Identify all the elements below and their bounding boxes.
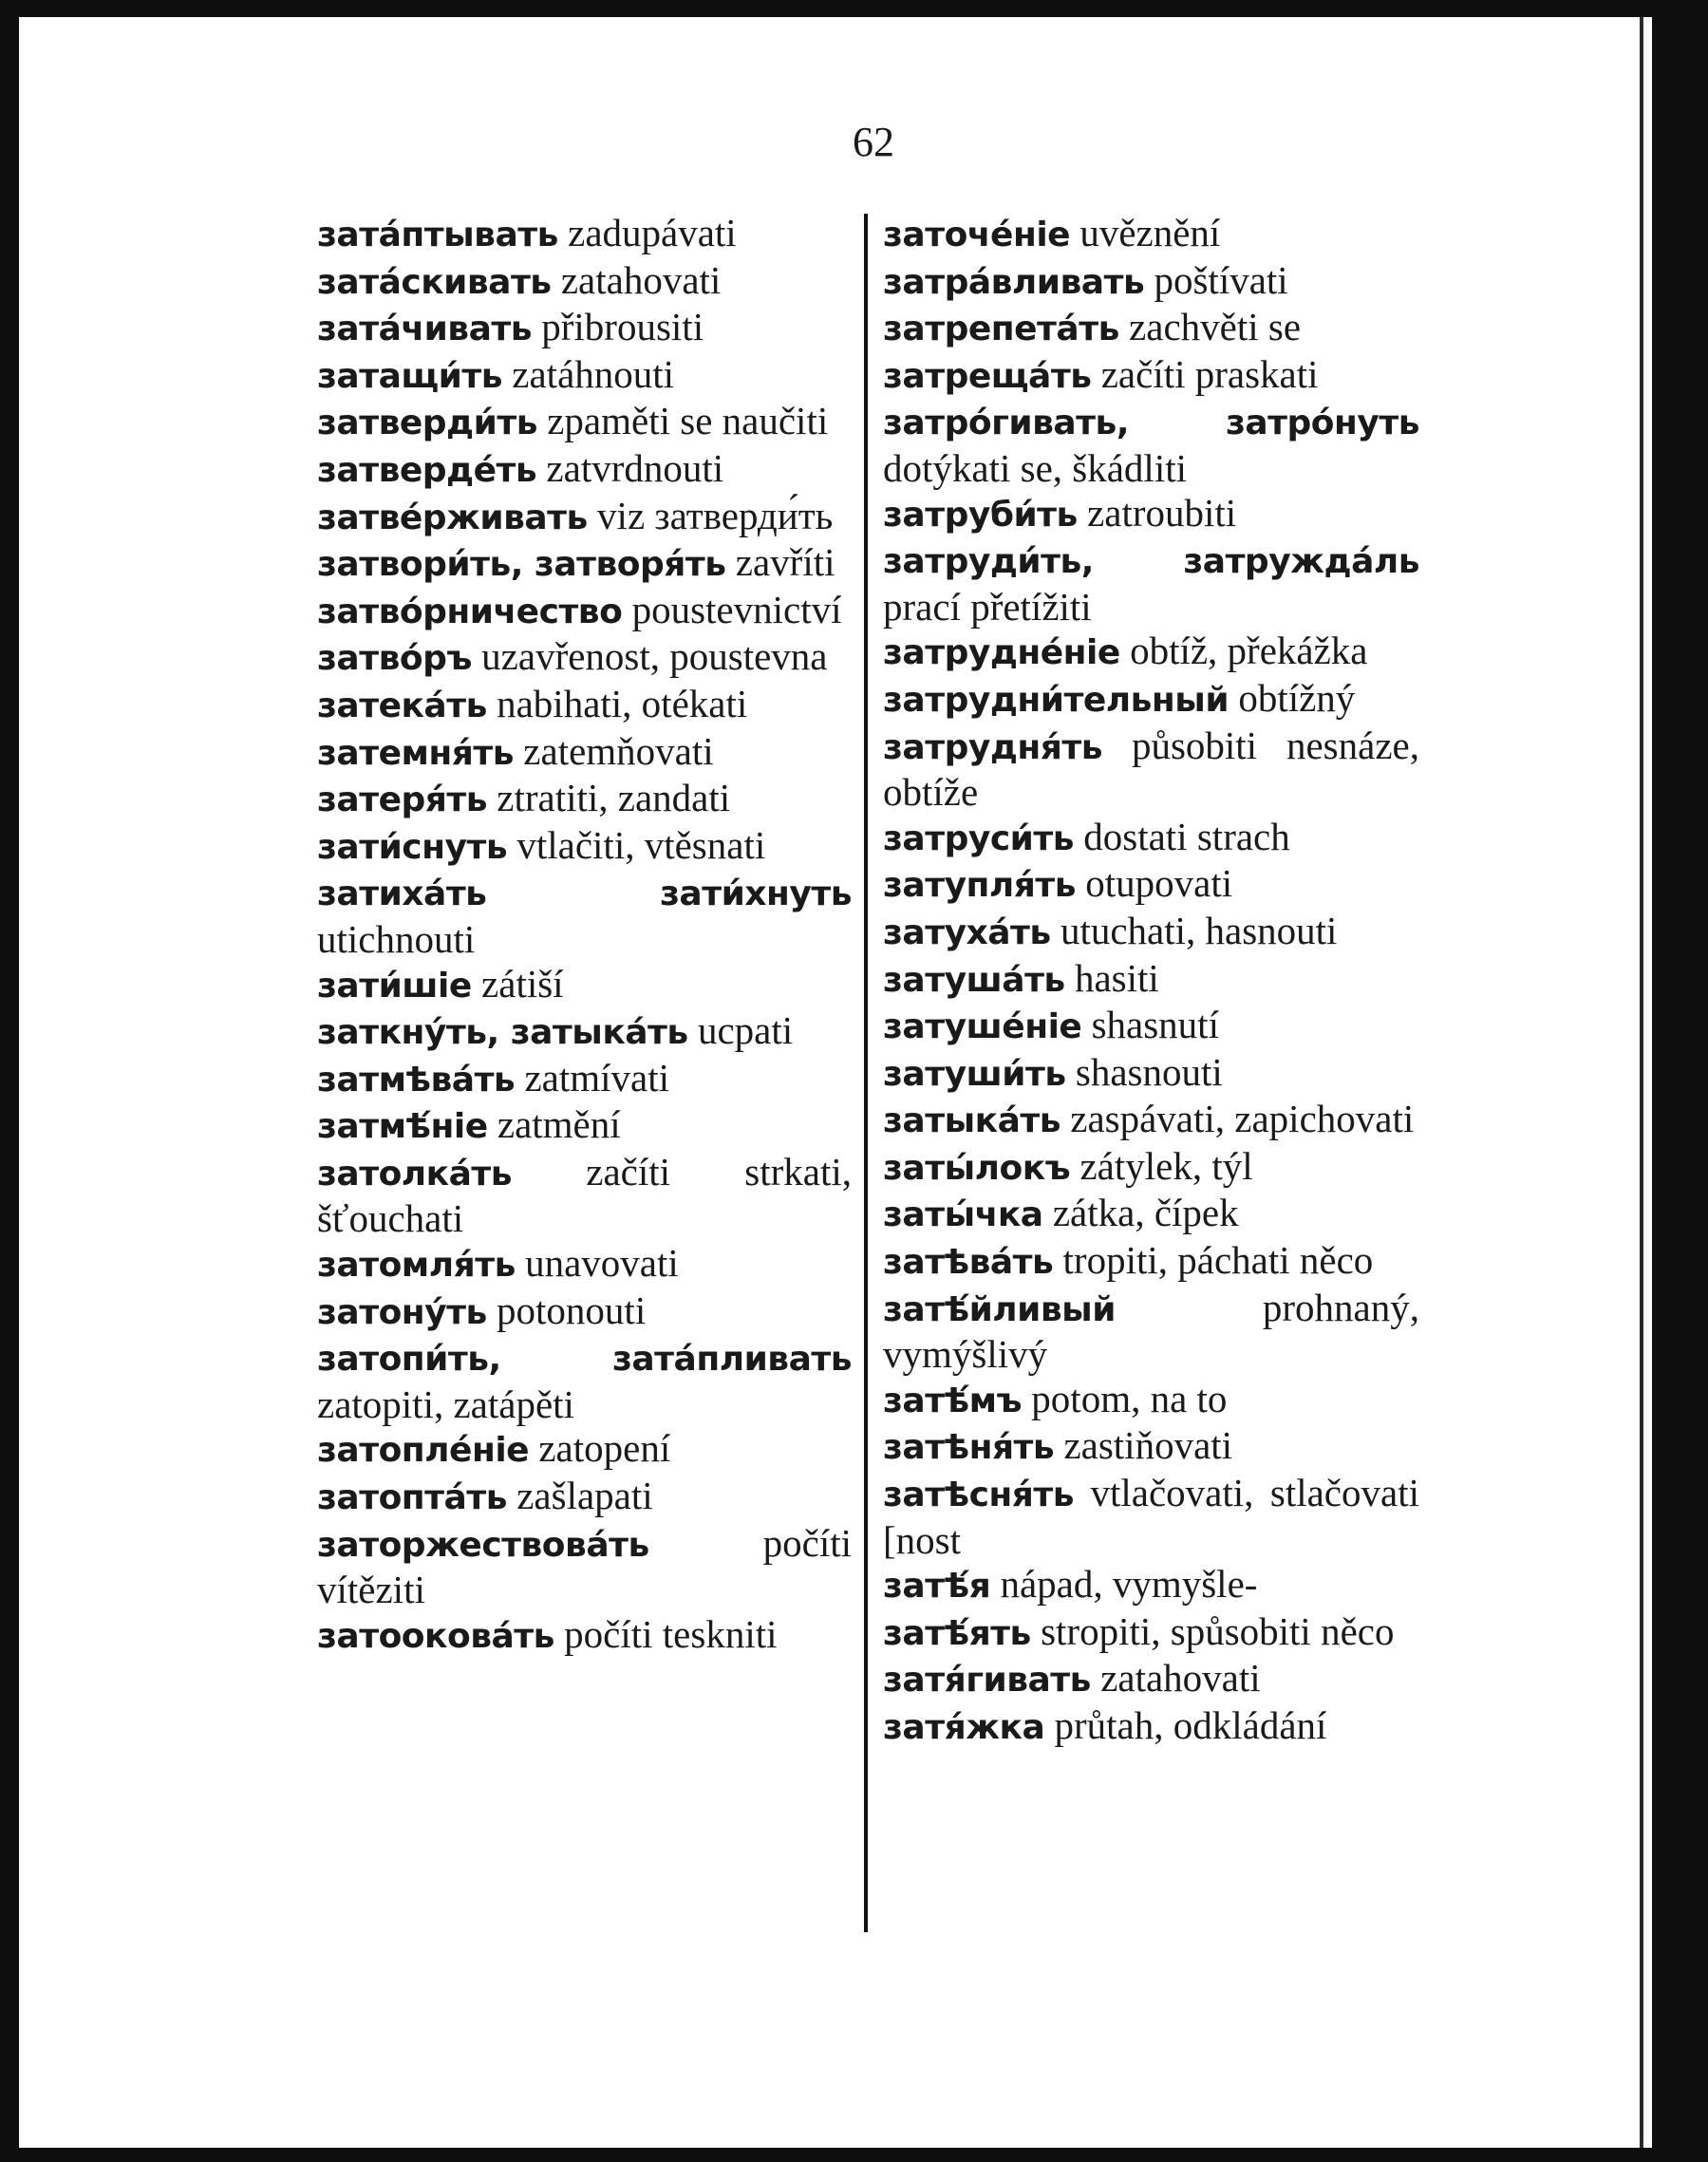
- entry-headword: затя́гивать: [883, 1661, 1091, 1701]
- entry-gloss: počíti vítěziti: [317, 1520, 852, 1612]
- entry-gloss: hasiti: [1074, 955, 1159, 1000]
- dictionary-entry: [883, 724, 1419, 815]
- entry-gloss: zatopení: [538, 1426, 671, 1471]
- entry-headword: затреща́ть: [883, 356, 1092, 396]
- entry-gloss: poštívati: [1154, 257, 1288, 302]
- entry-gloss: utuchati, hasnouti: [1060, 908, 1338, 952]
- entry-headword: затво́рничество: [317, 592, 623, 631]
- entry-gloss: otupovati: [1085, 861, 1233, 906]
- dictionary-entry: [883, 1377, 1419, 1424]
- entry-headword: затѣня́ть: [883, 1428, 1055, 1468]
- dictionary-entry: [317, 540, 852, 588]
- entry-headword: затверде́ть: [317, 450, 537, 490]
- entry-headword: затруби́ть: [883, 495, 1078, 535]
- dictionary-entry: [883, 1191, 1419, 1238]
- entry-headword: затмѣ́ніе: [317, 1107, 488, 1147]
- entry-gloss: přibrousiti: [541, 305, 704, 349]
- page-number: 62: [853, 119, 894, 165]
- dictionary-entry: [317, 1008, 852, 1056]
- entry-headword: затрепета́ть: [883, 310, 1119, 349]
- entry-headword: затомля́ть: [317, 1246, 516, 1286]
- dictionary-entry: [317, 823, 852, 871]
- scan-border-left: [0, 0, 19, 2162]
- entry-gloss: zastiňovati: [1063, 1423, 1233, 1468]
- entry-gloss: zatahovati: [560, 257, 722, 302]
- entry-headword: затра́вливать: [883, 262, 1145, 302]
- entry-headword: затуха́ть: [883, 912, 1051, 952]
- entry-gloss: působiti nesnáze, obtíže: [883, 723, 1419, 815]
- entry-gloss: obtíž, překážka: [1130, 629, 1368, 673]
- dictionary-entry: [883, 1238, 1419, 1286]
- entry-gloss: zadupávati: [568, 211, 737, 254]
- entry-gloss: utichnouti: [317, 916, 476, 961]
- dictionary-entry: [317, 682, 852, 729]
- dictionary-entry: [883, 861, 1419, 909]
- entry-headword: затуши́ть: [883, 1054, 1066, 1094]
- dictionary-entry: [883, 399, 1419, 490]
- entry-headword: затя́жка: [883, 1708, 1045, 1747]
- dictionary-entry: [317, 399, 852, 446]
- dictionary-entry: [317, 258, 852, 306]
- dictionary-entry: [883, 1471, 1419, 1562]
- dictionary-entry: [317, 1521, 852, 1612]
- dictionary-entry: [883, 1097, 1419, 1144]
- entry-gloss: potom, na to: [1031, 1376, 1228, 1420]
- entry-headword: затиха́ть зати́хнуть: [317, 874, 852, 914]
- entry-gloss: uvěznění: [1079, 211, 1221, 254]
- entry-gloss: zatmívati: [524, 1055, 670, 1100]
- dictionary-entry: [317, 729, 852, 777]
- column-divider: [864, 214, 868, 1932]
- scan-border-right: [1652, 0, 1708, 2162]
- entry-gloss: zatvrdnouti: [546, 445, 724, 490]
- entry-gloss: zátka, čípek: [1052, 1191, 1239, 1235]
- entry-headword: затуше́ніе: [883, 1007, 1082, 1047]
- entry-headword: затѣсня́ть: [883, 1476, 1075, 1515]
- entry-headword: затѣ́ять: [883, 1613, 1031, 1653]
- entry-headword: затеря́ть: [317, 780, 488, 820]
- entry-gloss: nabihati, otékati: [497, 681, 748, 725]
- entry-gloss: dostati strach: [1083, 814, 1290, 858]
- dictionary-entry: [317, 962, 852, 1009]
- entry-headword: затопи́ть, зата́пливать: [317, 1340, 852, 1380]
- dictionary-entry: [883, 676, 1419, 724]
- entry-gloss: prací přetížiti: [883, 584, 1092, 629]
- entry-gloss: zatmění: [497, 1102, 621, 1147]
- entry-headword: затону́ть: [317, 1292, 487, 1332]
- entry-gloss: viz затверди́ть: [597, 493, 834, 537]
- dictionary-entry: [317, 588, 852, 635]
- entry-headword: затемня́ть: [317, 733, 515, 773]
- entry-gloss: obtížný: [1238, 675, 1356, 720]
- entry-headword: зати́снуть: [317, 827, 508, 867]
- left-column: [317, 211, 852, 1659]
- entry-headword: затрудня́ть: [883, 727, 1103, 767]
- entry-gloss: zátiší: [481, 961, 564, 1006]
- entry-headword: затопле́ніе: [317, 1431, 530, 1471]
- scan-border-top: [0, 0, 1708, 17]
- dictionary-entry: [883, 815, 1419, 862]
- entry-gloss: zašlapati: [516, 1474, 653, 1518]
- entry-headword: заторжествова́ть: [317, 1525, 649, 1565]
- dictionary-entry: [317, 1241, 852, 1288]
- entry-headword: затруди́ть, затружда́ль: [883, 542, 1419, 582]
- dictionary-entry: [883, 1703, 1419, 1751]
- dictionary-entry: [317, 1288, 852, 1336]
- entry-gloss: ztratiti, zandati: [497, 776, 731, 820]
- entry-gloss: zatemňovati: [523, 728, 714, 773]
- entry-gloss: zatáhnouti: [512, 351, 675, 396]
- entry-gloss: začíti praskati: [1100, 351, 1319, 396]
- entry-headword: затруси́ть: [883, 818, 1075, 858]
- entry-gloss: zatopiti, zatápěti: [317, 1382, 574, 1426]
- entry-headword: затро́гивать, затро́нуть: [883, 404, 1419, 443]
- entry-gloss: tropiti, páchati něco: [1062, 1238, 1374, 1283]
- entry-gloss: zátylek, týl: [1079, 1143, 1253, 1188]
- entry-gloss: shasnouti: [1075, 1049, 1223, 1094]
- dictionary-entry: [883, 1050, 1419, 1098]
- entry-headword: заты́чка: [883, 1195, 1043, 1235]
- entry-gloss: dotýkati se, škádliti: [883, 445, 1187, 490]
- entry-headword: затоокова́ть: [317, 1616, 554, 1656]
- entry-headword: заткну́ть, затыка́ть: [317, 1013, 688, 1053]
- entry-gloss: zaspávati, zapichovati: [1070, 1097, 1415, 1141]
- dictionary-entry: [317, 1056, 852, 1103]
- entry-headword: затека́ть: [317, 686, 487, 725]
- dictionary-entry: [883, 258, 1419, 306]
- entry-headword: заточе́ніе: [883, 216, 1071, 254]
- entry-headword: затупля́ть: [883, 866, 1077, 906]
- entry-gloss: poustevnictví: [631, 587, 842, 631]
- dictionary-entry: [883, 956, 1419, 1004]
- dictionary-entry: [317, 1426, 852, 1474]
- entry-headword: затвори́ть, затворя́ть: [317, 545, 726, 585]
- entry-gloss: stropiti, spůsobiti něco: [1041, 1608, 1395, 1653]
- entry-headword: затверди́ть: [317, 404, 537, 443]
- entry-gloss: prohnaný, vymýšlivý: [883, 1285, 1419, 1377]
- dictionary-entry: [883, 909, 1419, 956]
- entry-gloss: zatroubiti: [1087, 490, 1237, 535]
- dictionary-entry: [883, 305, 1419, 352]
- entry-headword: затве́рживать: [317, 498, 588, 537]
- entry-headword: зати́шіе: [317, 966, 472, 1006]
- entry-gloss: potonouti: [497, 1288, 647, 1332]
- dictionary-entry: [883, 1286, 1419, 1377]
- scan-border-bottom: [0, 2148, 1708, 2162]
- page-edge-line: [1640, 17, 1643, 2148]
- entry-headword: зата́чивать: [317, 310, 533, 349]
- dictionary-entry: [883, 1423, 1419, 1471]
- dictionary-entry: [317, 870, 852, 961]
- dictionary-entry: [883, 537, 1419, 629]
- dictionary-entry: [317, 634, 852, 682]
- dictionary-entry: [883, 629, 1419, 676]
- entry-gloss: počíti teskniti: [564, 1611, 778, 1656]
- dictionary-entry: [883, 1144, 1419, 1192]
- entry-gloss: zatahovati: [1100, 1656, 1261, 1701]
- entry-headword: затыка́ть: [883, 1101, 1060, 1141]
- entry-headword: затѣ́я: [883, 1567, 991, 1607]
- dictionary-entry: [317, 211, 852, 258]
- entry-gloss: nápad, vymyšle-: [1000, 1562, 1258, 1607]
- entry-gloss: uzavřenost, poustevna: [481, 634, 828, 679]
- entry-headword: затво́ръ: [317, 639, 472, 679]
- dictionary-entry: [883, 211, 1419, 258]
- entry-gloss: vtlačovati, stlačovati [nost: [883, 1471, 1419, 1562]
- dictionary-entry: [317, 1335, 852, 1426]
- entry-gloss: zavříti: [735, 540, 835, 585]
- right-column: [883, 211, 1419, 1751]
- entry-gloss: shasnutí: [1091, 1003, 1219, 1047]
- entry-gloss: zpaměti se naučiti: [547, 399, 829, 443]
- entry-gloss: unavovati: [525, 1241, 679, 1286]
- dictionary-entry: [883, 1656, 1419, 1703]
- entry-headword: затмѣва́ть: [317, 1060, 516, 1100]
- entry-headword: затопта́ть: [317, 1478, 507, 1518]
- dictionary-entry: [317, 446, 852, 494]
- entry-headword: затѣва́ть: [883, 1243, 1054, 1283]
- entry-headword: затащи́ть: [317, 356, 503, 396]
- dictionary-entry: [317, 1150, 852, 1241]
- dictionary-entry: [317, 305, 852, 352]
- dictionary-entry: [317, 1612, 852, 1660]
- entry-headword: заты́локъ: [883, 1148, 1071, 1188]
- entry-headword: зата́скивать: [317, 262, 552, 302]
- dictionary-entry: [317, 776, 852, 823]
- dictionary-entry: [883, 352, 1419, 400]
- entry-headword: затрудне́ніе: [883, 633, 1120, 673]
- entry-headword: затрудни́тельный: [883, 680, 1229, 720]
- entry-gloss: zachvěti se: [1129, 305, 1302, 349]
- entry-headword: затѣ́йливый: [883, 1289, 1116, 1329]
- entry-headword: затуша́ть: [883, 960, 1065, 1000]
- entry-gloss: vtlačiti, vtěsnati: [516, 822, 766, 867]
- dictionary-entry: [883, 1003, 1419, 1050]
- entry-gloss: průtah, odkládání: [1054, 1703, 1327, 1747]
- dictionary-entry: [883, 491, 1419, 538]
- entry-headword: затолка́ть: [317, 1154, 513, 1194]
- entry-gloss: začíti strkati, šťouchati: [317, 1149, 852, 1241]
- dictionary-entry: [317, 352, 852, 400]
- dictionary-entry: [317, 1102, 852, 1150]
- dictionary-entry: [317, 494, 852, 541]
- dictionary-entry: [883, 1562, 1419, 1609]
- entry-headword: затѣ́мъ: [883, 1381, 1023, 1420]
- dictionary-entry: [317, 1474, 852, 1521]
- entry-headword: зата́птывать: [317, 216, 558, 254]
- entry-gloss: ucpati: [697, 1008, 794, 1053]
- dictionary-entry: [883, 1609, 1419, 1657]
